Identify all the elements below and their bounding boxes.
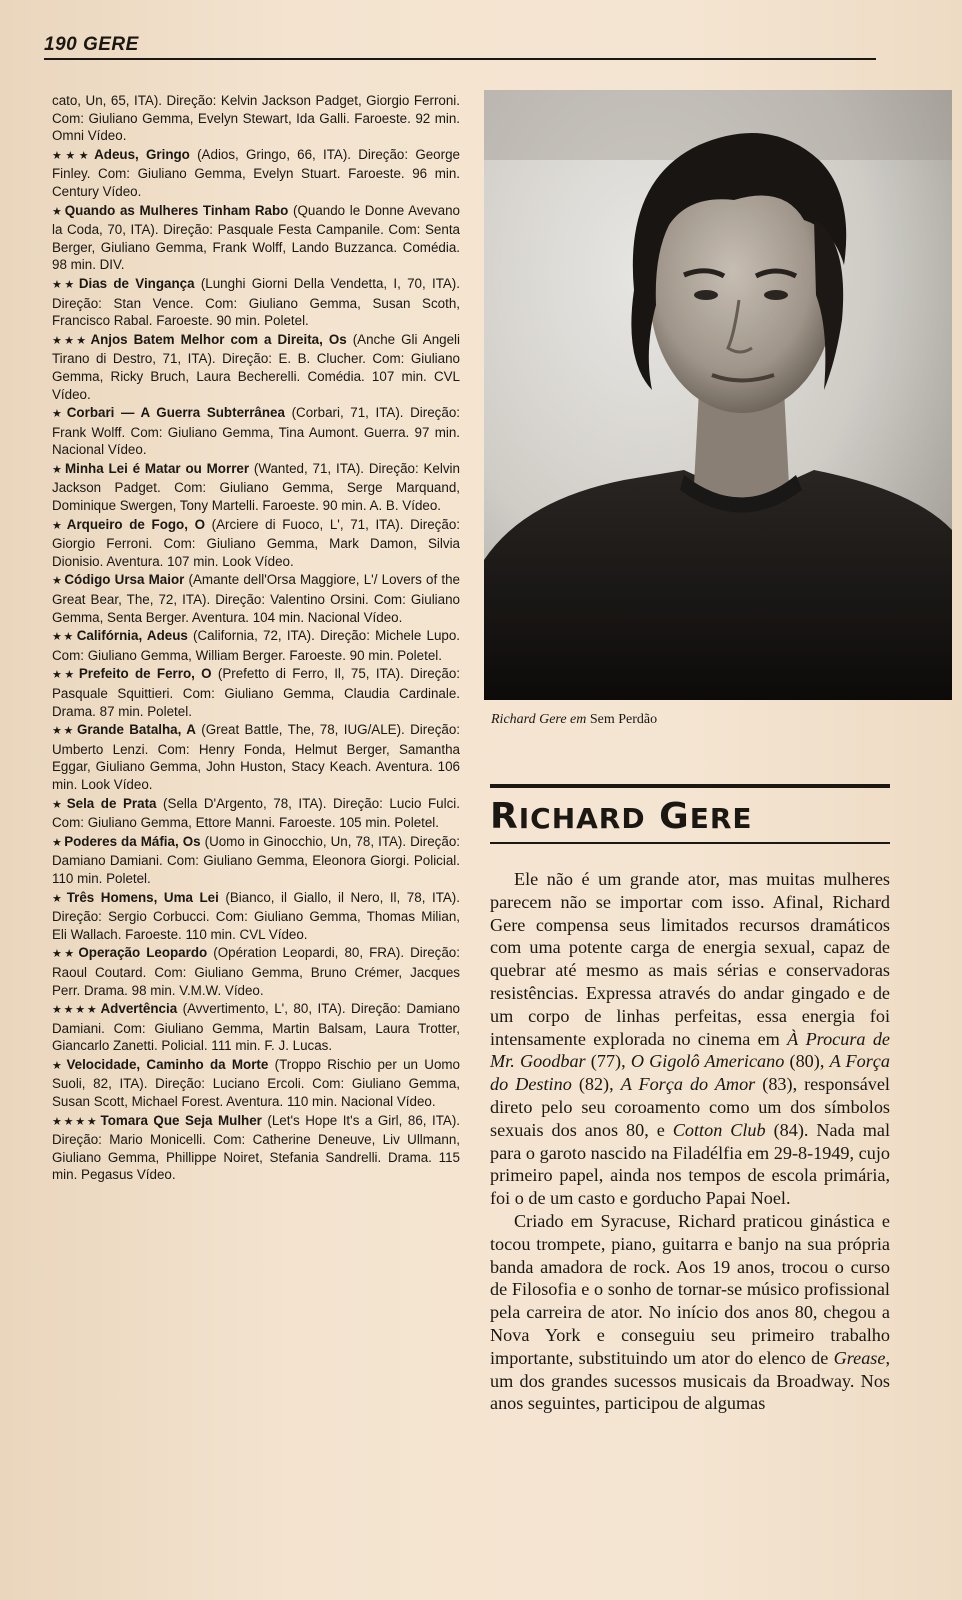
title-rest-ere: ERE xyxy=(689,802,753,835)
film-details: (Corbari, 71, ITA). Direção: Frank Wolff. Com: Giuliano Gemma, Tina Aumont. Guerra. 97 min. Nacional Vídeo. xyxy=(52,405,460,458)
article-text: Criado em Syracuse, Richard praticou ginástica e tocou trompete, piano, guitarra e banjo na sua própria banda amadora de rock. Aos 19 anos, trocou o curso de Filosofia e o sonho de tornar-se músico profissional pela carreira de ator. No início dos anos 80, chegou a Nova York e conseguiu seu primeiro trabalho importante, substituindo um ator do elenco de xyxy=(490,1210,890,1368)
rating-stars: ★ xyxy=(52,1059,65,1072)
film-title: Califórnia, Adeus xyxy=(76,628,188,644)
film-title-italic: O Gigolô Americano xyxy=(630,1051,785,1072)
header-rule xyxy=(44,58,876,60)
article-body xyxy=(490,868,890,1415)
film-title: Poderes da Máfia, Os xyxy=(64,833,201,849)
section-title xyxy=(490,796,753,840)
rating-stars: ★★ xyxy=(52,948,77,961)
film-details: (Great Battle, The, 78, IUG/ALE). Direção: Umberto Lenzi. Com: Henry Fonda, Helmut Berger, Samantha Eggar, Giuliano Gemma, John Huston, Stacy Keach. Aventura. 106 min. Look Vídeo. xyxy=(52,722,461,792)
filmography-entry xyxy=(52,516,460,571)
film-title-italic: A Força do Destino xyxy=(490,1051,890,1095)
film-title-italic: Grease xyxy=(833,1347,886,1368)
film-title: Código Ursa Maior xyxy=(64,572,185,588)
rating-stars: ★★★ xyxy=(52,149,93,162)
filmography-entry xyxy=(52,1056,460,1111)
rating-stars: ★ xyxy=(52,798,65,811)
film-details: (Bianco, il Giallo, il Nero, Il, 78, ITA). Direção: Sergio Corbucci. Com: Giuliano Gemma, Thomas Milian, Eli Wallach. Faroeste. 110 min. CVL Vídeo. xyxy=(52,889,460,942)
filmography-entry xyxy=(52,1112,460,1184)
title-initial-g: G xyxy=(659,796,690,837)
filmography-entry xyxy=(52,665,460,720)
film-details: (Quando le Donne Avevano la Coda, 70, ITA). Direção: Pasquale Festa Campanile. Com: Senta Berger, Giuliano Gemma, Frank Wolff, Lando Buzzanca. Comédia. 98 min. DIV. xyxy=(52,202,460,273)
rating-stars: ★★★★ xyxy=(52,1115,99,1128)
film-details: (Uomo in Ginocchio, Un, 78, ITA). Direção: Damiano Damiani. Com: Giuliano Gemma, Eleonora Giorgi. Policial. 110 min. Poletel. xyxy=(52,833,460,886)
filmography-entry xyxy=(52,889,460,944)
film-details: (Sella D'Argento, 78, ITA). Direção: Lucio Fulci. Com: Giuliano Gemma, Ettore Manni. Faroeste. 105 min. Poletel. xyxy=(52,795,460,831)
filmography-entry xyxy=(52,944,460,999)
article-text: , um dos grandes sucessos musicais da Broadway. Nos anos seguintes, participou de algumas xyxy=(490,1347,890,1414)
filmography-entry xyxy=(52,721,460,793)
rating-stars: ★★ xyxy=(52,669,77,682)
film-details: (Arciere di Fuoco, L', 71, ITA). Direção: Giorgio Ferroni. Com: Giuliano Gemma, Mark Damon, Silvia Dionisio. Aventura. 107 min. Look Vídeo. xyxy=(52,516,460,569)
filmography-entry xyxy=(52,92,460,145)
title-initial-r: R xyxy=(490,796,519,837)
film-title: Quando as Mulheres Tinham Rabo xyxy=(64,202,289,218)
rating-stars: ★ xyxy=(52,205,63,218)
article-text: (77), xyxy=(585,1051,631,1072)
film-details: (Adios, Gringo, 66, ITA). Direção: George Finley. Com: Giuliano Gemma, Evelyn Stuart. Faroeste. 96 min. Century Vídeo. xyxy=(52,146,460,199)
film-title-italic: A Força do Amor xyxy=(620,1074,756,1095)
film-details: (Avvertimento, L', 80, ITA). Direção: Damiano Damiani. Com: Giuliano Gemma, Martin Balsam, Laura Trotter, Giancarlo Zanetti. Policial. 111 min. F. J. Lucas. xyxy=(52,1001,460,1054)
filmography-entry xyxy=(52,627,460,664)
film-details: (Troppo Rischio per un Uomo Suoli, 82, ITA). Direção: Luciano Ercoli. Com: Giuliano Gemma, Susan Scott, Michael Forest. Aventura. 110 min. Nacional Vídeo. xyxy=(52,1056,460,1110)
rating-stars: ★ xyxy=(52,575,63,588)
filmography-entry xyxy=(52,146,460,201)
photo-caption xyxy=(491,712,657,728)
rating-stars: ★ xyxy=(52,408,65,421)
film-title: Adeus, Gringo xyxy=(94,146,190,162)
filmography-entry xyxy=(52,795,460,832)
title-rest-ichard: ICHARD xyxy=(518,802,646,835)
article-text: (84). Nada mal para o garoto nascido na Filadélfia em 29-8-1949, cujo primeiro papel, ainda nos tempos de escola primária, foi o de um casto e gorducho Papai Noel. xyxy=(490,1119,891,1209)
article-text: (80), xyxy=(784,1051,830,1072)
film-title: Minha Lei é Matar ou Morrer xyxy=(64,460,250,476)
filmography-entry xyxy=(52,404,460,459)
article-paragraph-2 xyxy=(490,1210,890,1415)
film-title: Sela de Prata xyxy=(66,795,157,811)
rating-stars: ★★ xyxy=(52,725,76,738)
filmography-entry xyxy=(52,571,460,626)
section-rule-top xyxy=(490,784,890,788)
film-title-italic: À Procura de Mr. Goodbar xyxy=(490,1028,890,1072)
rating-stars: ★★★ xyxy=(52,334,89,347)
film-title: Advertência xyxy=(100,1001,178,1017)
film-title: Três Homens, Uma Lei xyxy=(66,889,219,905)
film-title: Prefeito de Ferro, O xyxy=(78,666,212,682)
film-details: (Opération Leopardi, 80, FRA). Direção: Raoul Coutard. Com: Giuliano Gemma, Bruno Crémer, Jacques Perr. Drama. 98 min. V.M.W. Vídeo. xyxy=(52,945,460,998)
rating-stars: ★★ xyxy=(52,631,75,644)
caption-name: Richard Gere em xyxy=(491,712,587,727)
rating-stars: ★ xyxy=(52,519,65,532)
caption-film: Sem Perdão xyxy=(586,712,658,727)
filmography-entry xyxy=(52,331,460,403)
film-title: Operação Leopardo xyxy=(78,945,208,961)
film-title: Velocidade, Caminho da Morte xyxy=(66,1056,269,1072)
rating-stars: ★★ xyxy=(52,278,77,291)
filmography-entry xyxy=(52,833,460,888)
film-details: (Lunghi Giorni Della Vendetta, I, 70, ITA). Direção: Stan Vence. Com: Giuliano Gemma, Susan Scoth, Francisco Rabal. Faroeste. 90 min. Poletel. xyxy=(52,275,460,329)
film-title: Arqueiro de Fogo, O xyxy=(66,516,206,532)
rating-stars: ★ xyxy=(52,892,65,905)
film-details: (Let's Hope It's a Girl, 86, ITA). Direção: Mario Monicelli. Com: Catherine Deneuve, Liv Ullmann, Giuliano Gemma, Phillippe Noiret, Stefania Sandrelli. Drama. 115 min. Pegasus Vídeo. xyxy=(52,1112,460,1183)
rating-stars: ★ xyxy=(52,463,63,476)
filmography-entry xyxy=(52,202,460,274)
article-text: Ele não é um grande ator, mas muitas mulheres parecem não se importar com isso. Afinal, Richard Gere compensa seus limitados recursos dramáticos com uma potente carga de energia sexual, capaz de quebrar até mesmo as mais sérias e conservadoras resistências. Expressa através do andar gingado e de um corpo de linhas perfeitas, essa energia foi intensamente explorada no cinema em xyxy=(490,869,890,1049)
rating-stars: ★ xyxy=(52,836,63,849)
film-title: Grande Batalha, A xyxy=(77,722,196,738)
film-title: Dias de Vingança xyxy=(78,275,195,291)
page-number-label: 190 GERE xyxy=(44,34,139,55)
film-details: (Amante dell'Orsa Maggiore, L'/ Lovers of the Great Bear, The, 72, ITA). Direção: Valentino Orsini. Com: Giuliano Gemma, Senta Berger. Aventura. 104 min. Nacional Vídeo. xyxy=(52,572,460,625)
page-header xyxy=(44,30,876,60)
film-title: Corbari — A Guerra Subterrânea xyxy=(66,405,285,421)
film-details: (Wanted, 71, ITA). Direção: Kelvin Jackson Padget. Com: Giuliano Gemma, Serge Marquand, Dominique Swergen, Tony Martelli. Faroeste. 90 min. A. B. Vídeo. xyxy=(52,460,460,514)
film-details: cato, Un, 65, ITA). Direção: Kelvin Jackson Padget, Giorgio Ferroni. Com: Giuliano Gemma, Evelyn Stewart, Ida Galli. Faroeste. 92 min. Omni Vídeo. xyxy=(52,93,460,144)
portrait-illustration xyxy=(484,90,952,700)
film-title: Anjos Batem Melhor com a Direita, Os xyxy=(90,331,347,347)
filmography-entry xyxy=(52,1000,460,1055)
film-title-italic: Cotton Club xyxy=(672,1119,766,1140)
film-title: Tomara Que Seja Mulher xyxy=(100,1112,262,1128)
article-text: (83), responsável direto pelo seu coroamento como um dos símbolos sexuais dos anos 80, e xyxy=(490,1074,890,1140)
article-paragraph-1 xyxy=(490,868,890,1210)
article-text: (82), xyxy=(571,1074,621,1095)
filmography-entry xyxy=(52,460,460,515)
film-details: (California, 72, ITA). Direção: Michele Lupo. Com: Giuliano Gemma, William Berger. Faroeste. 90 min. Poletel. xyxy=(52,628,461,663)
section-rule-bottom xyxy=(490,842,890,844)
film-details: (Anche Gli Angeli Tirano di Destro, 71, ITA). Direção: E. B. Clucher. Com: Giuliano Gemma, Ricky Bruch, Laura Becherelli. Comédia. 107 min. CVL Vídeo. xyxy=(52,331,460,402)
filmography-column xyxy=(52,92,460,1185)
filmography-entry xyxy=(52,275,460,330)
rating-stars: ★★★★ xyxy=(52,1004,99,1017)
portrait-photo xyxy=(484,90,952,700)
film-details: (Prefetto di Ferro, Il, 75, ITA). Direção: Pasquale Squittieri. Com: Giuliano Gemma, Claudia Cardinale. Drama. 87 min. Poletel. xyxy=(52,666,460,719)
